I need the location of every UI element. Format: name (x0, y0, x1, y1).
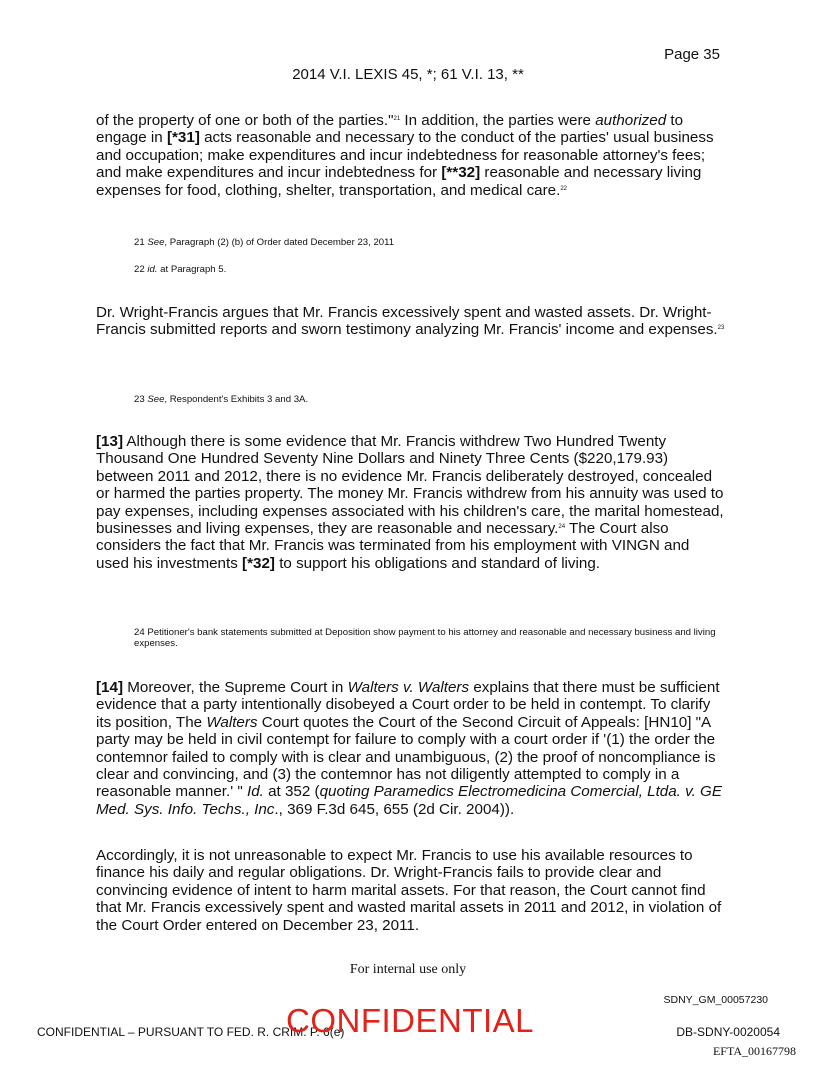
internal-use-notice: For internal use only (349, 962, 467, 977)
confidential-grand-jury-notice: CONFIDENTIAL – PURSUANT TO FED. R. CRIM. P. 6(e) (37, 1025, 345, 1039)
running-header-citation: 2014 V.I. LEXIS 45, *; 61 V.I. 13, ** (292, 66, 524, 83)
headnote-marker-13: [13] (96, 433, 124, 450)
footnote-ref-23: 23 (717, 325, 725, 332)
star-page-marker: [**32] (441, 164, 481, 182)
page-number: Page 35 (664, 46, 720, 63)
paragraph-conclusion: Accordingly, it is not unreasonable to expect Mr. Francis to use his available resources to finance his daily and regular obligations. Dr. Wright-Francis fails to provide clear and convincing evidence of intent to harm marital assets. For that reason, the Court cannot find that Mr. Francis excessively spent and wasted marital assets in 2011 and 2012, in violation of the Court Order entered on December 23, 2011. (96, 847, 722, 934)
headnote-marker-14: [14] (96, 679, 124, 696)
paragraph-14: [14] Moreover, the Supreme Court in Walters v. Walters explains that there must be sufficient evidence that a party intentionally disobeyed a Court order to be held in contempt. To clarify its position, The Walters Court quotes the Court of the Second Circuit of Appeals: [HN10] "A party may be held in civil contempt for failure to comply with a court order if '(1) the order the contemnor failed to comply with is clear and unambiguous, (2) the proof of noncompliance is clear and convincing, and (3) the contemnor has not diligently attempted to comply in a reasonable manner.' " Id. at 352 (quoting Paramedics Electromedicina Comercial, Ltda. v. GE Med. Sys. Info. Techs., Inc., 369 F.3d 645, 655 (2d Cir. 2004)). (96, 679, 722, 818)
footnote-ref-22: 22 (560, 185, 568, 192)
star-page-marker: [*31] (166, 129, 200, 147)
footnote-21: 21 See, Paragraph (2) (b) of Order dated December 23, 2011 (134, 237, 395, 248)
star-page-marker: [*32] (242, 554, 275, 572)
efta-number: EFTA_00167798 (712, 1044, 796, 1058)
footnote-22: 22 id. at Paragraph 5. (134, 264, 227, 275)
footnote-23: 23 See, Respondent's Exhibits 3 and 3A. (134, 394, 309, 405)
bates-stamp-gm: SDNY_GM_00057230 (663, 994, 768, 1006)
footnote-ref-24: 24 (558, 524, 566, 531)
bates-stamp-db: DB-SDNY-0020054 (676, 1025, 780, 1039)
footnote-24: 24 Petitioner's bank statements submitted at Deposition show payment to his attorney and reasonable and necessary business and living expenses. (134, 627, 716, 649)
footnote-ref-21: 21 (393, 116, 401, 122)
paragraph-13: [13] Although there is some evidence that Mr. Francis withdrew Two Hundred Twenty Thousand One Hundred Seventy Nine Dollars and Ninety Three Cents ($220,179.93) between 2011 and 2012, there is no evidence Mr. Francis deliberately destroyed, concealed or harmed the parties property. The money Mr. Francis withdrew from his annuity was used to pay expenses, including expenses associated with his children's care, the marital homestead, businesses and living expenses, they are reasonable and necessary.$^{24}$ The Court also considers the fact that Mr. Francis was terminated from his employment with VINGN and used his investments [*32] to support his obligations and standard of living. (96, 433, 724, 572)
confidential-watermark: CONFIDENTIAL (286, 1002, 535, 1039)
paragraph-property-authorization: of the property of one or both of the parties."$^{21}$ In addition, the parties were authorized to engage in [*31] acts reasonable and necessary to the conduct of the parties' usual business and occupation; make expenditures and incur indebtedness for reasonable attorney's fees; and make expenditures and incur indebtedness for [**32] reasonable and necessary living expenses for food, clothing, shelter, transportation, and medical care.$^{22}$ (96, 112, 714, 199)
paragraph-argument: Dr. Wright-Francis argues that Mr. Francis excessively spent and wasted assets. Dr. Wright-Francis submitted reports and sworn testimony analyzing Mr. Francis' income and expenses.$^{23}$ (96, 304, 725, 339)
